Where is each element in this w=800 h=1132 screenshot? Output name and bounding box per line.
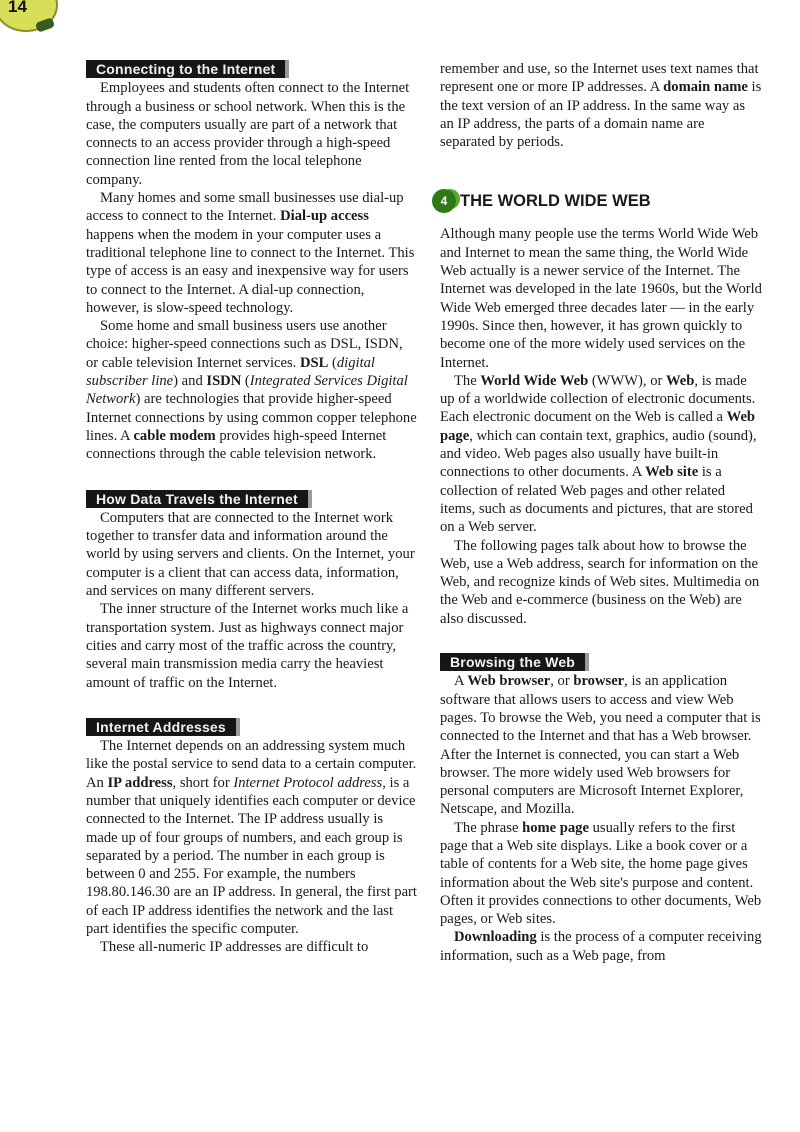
section-heading-data-travels: How Data Travels the Internet bbox=[86, 490, 312, 508]
left-column bbox=[86, 60, 418, 957]
term-ip-address: IP address bbox=[107, 774, 173, 791]
paragraph: The following pages talk about how to browse the Web, use a Web address, search for information on the Web, and recognize kinds of Web sites. Multimedia on the Web and e-commerce (business on the Web) are also discussed. bbox=[440, 537, 760, 627]
paragraph: Some home and small business users use another choice: higher-speed connections such as DSL, ISDN, or cable television Internet services. DSL (digital subscriber line) and ISDN (Integrated Services Digital Network) are technologies that provide higher-speed Internet connections by using common copper telephone lines. A cable modem provides high-speed Internet connections through the cable television network. bbox=[86, 318, 417, 463]
section-heading-addresses: Internet Addresses bbox=[86, 718, 240, 736]
paragraph: Many homes and some small businesses use dial-up access to connect to the Internet. Dial-up access happens when the modem in your computer uses a traditional telephone line to connect to the Internet. This type of access is an easy and inexpensive way for users to connect to the Internet. A dial-up connection, however, is slow-speed technology. bbox=[86, 190, 415, 316]
page-number: 14 bbox=[8, 0, 27, 16]
paragraph: Although many people use the terms World Wide Web and Internet to mean the same thing, the World Wide Web actually is a newer service of the Internet. The Internet was developed in the late 1960s, but the World Wide Web emerged three decades later — in the early 1990s. Since then, however, it has grown quickly to become one of the more widely used services on the Internet. bbox=[440, 226, 762, 371]
right-column bbox=[440, 60, 762, 965]
paragraph: These all-numeric IP addresses are difficult to bbox=[100, 939, 369, 956]
paragraph: remember and use, so the Internet uses text names that represent one or more IP addresses. A domain name is the text version of an IP address. In the same way as an IP address, the parts of a domain name are separated by periods. bbox=[440, 61, 762, 151]
chapter-title: THE WORLD WIDE WEB bbox=[460, 192, 651, 211]
term-isdn: ISDN bbox=[206, 373, 242, 390]
paragraph: Computers that are connected to the Internet work together to transfer data and information around the world by using servers and clients. On the Internet, your computer is a client that can access data, information, and services on many different servers. bbox=[86, 509, 415, 600]
paragraph: Downloading is the process of a computer receiving information, such as a Web page, from bbox=[440, 929, 762, 964]
section-heading-connecting: Connecting to the Internet bbox=[86, 60, 289, 78]
term-dsl: DSL bbox=[299, 354, 329, 371]
chapter-heading bbox=[432, 189, 762, 213]
paragraph: The phrase home page usually refers to the first page that a Web site displays. Like a book cover or a table of contents for a Web site, the home page gives information about the Web site's purpose and content. Often it provides connections to other documents, Web pages, or Web sites. bbox=[440, 819, 762, 928]
term-domain-name: domain name bbox=[663, 79, 748, 96]
paragraph: The World Wide Web (WWW), or Web, is made up of a worldwide collection of electronic documents. Each electronic document on the Web is called a Web page, which can contain text, graphics, audio (sound), and video. Web pages also usually have built-in connections to other documents. A Web site is a collection of related Web pages and other related items, such as documents and pictures, that are stored on a Web server. bbox=[440, 372, 757, 536]
globe-icon: 4 bbox=[432, 189, 456, 213]
term-cable-modem: cable modem bbox=[133, 427, 216, 444]
term-dialup: Dial-up access bbox=[280, 208, 369, 225]
paragraph: Employees and students often connect to the Internet through a business or school network. When this is the case, the computers usually are part of a network that connects to an access provider through a high-speed connection line rented from the local telephone company. bbox=[86, 80, 410, 188]
paragraph: A Web browser, or browser, is an application software that allows users to access and view Web pages. To browse the Web, you need a computer that is connected to the Internet and that has a Web browser. After the Internet is connected, you can start a Web browser. The more widely used Web browsers for personal computers are Microsoft Internet Explorer, Netscape, and Mozilla. bbox=[440, 673, 761, 818]
page-number-badge bbox=[0, 0, 60, 36]
paragraph: The inner structure of the Internet works much like a transportation system. Just as highways connect major cities and carry most of the traffic across the country, several main transmission media carry the heaviest amount of traffic on the Internet. bbox=[86, 601, 409, 691]
paragraph: The Internet depends on an addressing system much like the postal service to send data to a certain computer. An IP address, short for Internet Protocol address, is a number that uniquely identifies each computer or device connected to the Internet. The IP address usually is made up of four groups of numbers, and each group is separated by a period. The number in each group is between 0 and 255. For example, the numbers 198.80.146.30 are an IP address. In general, the first part of each IP address identifies the network and the last part identifies the specific computer. bbox=[86, 738, 417, 938]
section-heading-browsing: Browsing the Web bbox=[440, 653, 589, 671]
